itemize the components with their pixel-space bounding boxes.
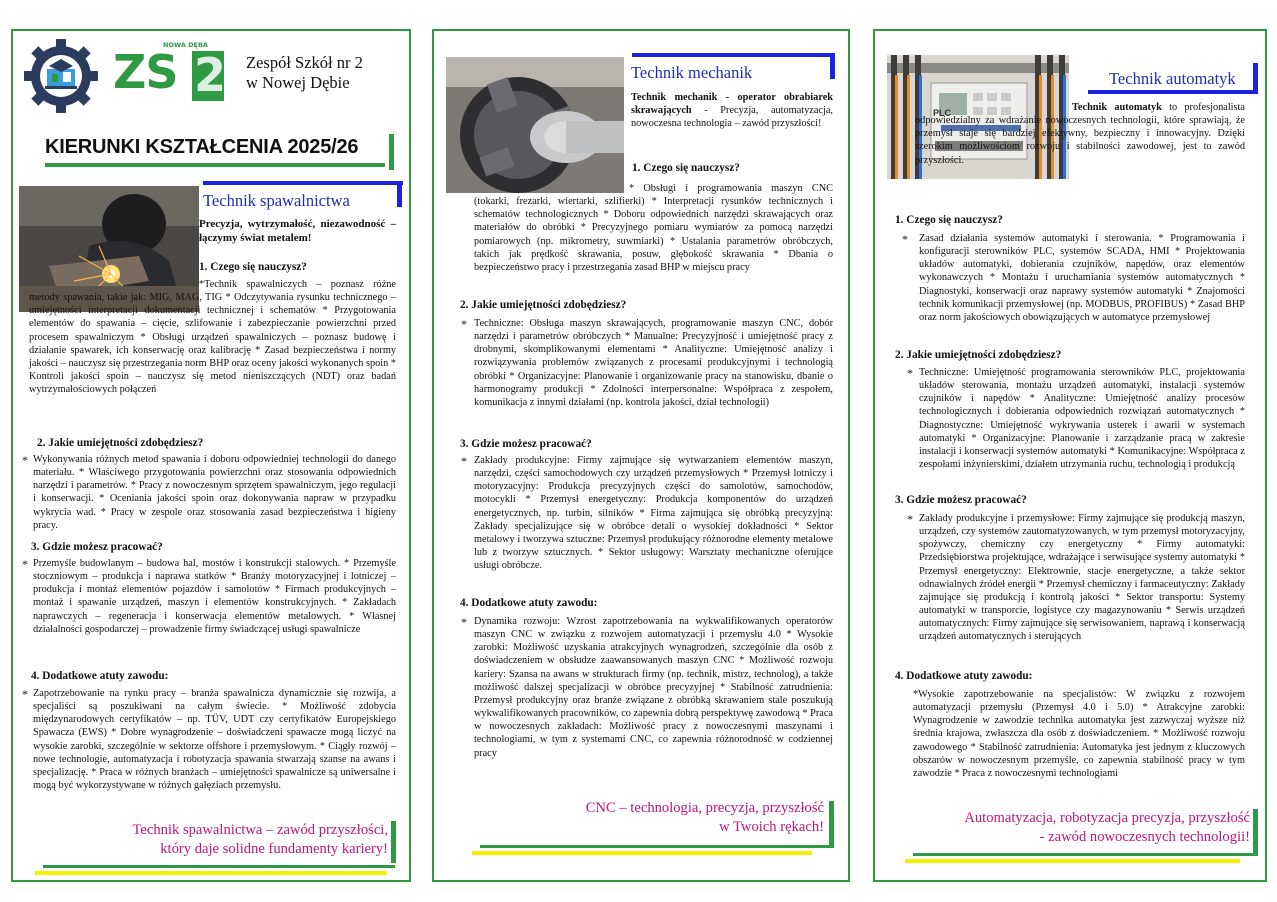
section-heading-4: 4. Dodatkowe atuty zawodu: [31, 670, 169, 682]
title-side-bar [830, 53, 835, 79]
section-heading-2: 2. Jakie umiejętności zdobędziesz? [460, 299, 627, 311]
slogan-green-line [913, 853, 1258, 856]
intro-text: Precyzja, wytrzymałość, niezawodność – łączymy świat metalem! [199, 218, 396, 244]
slogan-side-bar [829, 801, 834, 845]
title-under-bar [1088, 90, 1258, 94]
section-heading-1: 1. Czego się nauczysz? [199, 261, 307, 273]
banner-underline [45, 163, 385, 167]
school-gear-logo-icon [21, 39, 101, 113]
section-1-text: * Obsługi i programowania maszyn CNC (tokarki, frezarki, wiertarki, szlifierki) * Interpretacji rysunków technicznych i schematów technologicznych * Doboru odpowiednich narzędzi skrawających oraz materiałów do obróbki * Precyzyjnego pomiaru wymiarów za pomocą narzędzi pomiarowych (np. mikrometry, suwmiarki) * Ustalania parametrów obróbczych, takich jak prędkość skrawania, posuw, głębokość skrawania * Dbania o bezpieczeństwo pracy i przestrzegania zasad BHP w miejscu pracy [474, 183, 833, 273]
section-3-text: Przemyśle budowlanym – budowa hal, mostów i konstrukcji stalowych. * Przemyśle stoczniowym – produkcja i naprawa statków * Branży motoryzacyjnej i lotniczej – produkcja i montaż elementów pojazdów i samolotów * Firmach produkcyjnych – montaż i spawanie urządzeń, maszyn i elementów konstrukcyjnych. * Zakładach naprawczych – regeneracja i konserwacja elementów metalowych. * Własnej działalności gospodarczej – prowadzenie firmy świadczącej usługi spawalnicze [33, 558, 396, 635]
slogan [494, 799, 824, 837]
slogan-line2: który daje solidne fundamenty kariery! [160, 841, 388, 857]
slogan-side-bar [1253, 809, 1258, 853]
bullet-star: * [907, 512, 913, 526]
slogan-green-line [480, 845, 834, 848]
slogan-line1: Technik spawalnictwa – zawód przyszłości, [132, 822, 388, 838]
section-1-text: Zasad działania systemów automatyki i sterowania. * Programowania i konfiguracji sterowników PLC, systemów SCADA, HMI * Projektowania układów automatyki, dobierania czujników, napędów, oraz elementów wykonawczych * Montażu i uruchamiania systemów automatycznych * Diagnostyki, konserwacji oraz naprawy systemów automatyki * Znajomości technik komunikacji przemysłowej (np. MODBUS, PROFIBUS) * Zasad BHP oraz norm jakościowych obowiązujących w automatyce przemysłowej [919, 233, 1245, 323]
zs2-logo-number: 2 [194, 48, 227, 102]
title-side-bar [1253, 63, 1258, 93]
section-heading-1: 1. Czego się nauczysz? [895, 214, 1003, 226]
slogan [915, 809, 1250, 847]
slogan-side-bar [391, 821, 396, 863]
section-heading-4: 4. Dodatkowe atuty zawodu: [460, 597, 598, 609]
intro-rest: - Precyzja, automatyzacja, nowoczesna technologia – zawód przyszłości! [631, 105, 833, 130]
bullet-star: * [22, 687, 28, 701]
section-title: Technik spawalnictwa [203, 191, 350, 210]
intro-text [631, 91, 833, 130]
slogan-line2: w Twoich rękach! [719, 819, 824, 835]
section-2-text: Techniczne: Obsługa maszyn skrawających, programowanie maszyn CNC, dobór narzędzi i parametrów obróbczych * Manualne: Precyzyjność i umiejętność pracy z drobnymi, skomplikowanymi elementami * Analityczne: Umiejętność analizy i rozwiązywania problemów związanych z procesami produkcyjnymi i technologią obróbki * Organizacyjne: Planowanie i organizowanie pracy na stanowisku, dbanie o harmonogramy produkcji * Zdolności interpersonalne: Współpraca z zespołem, komunikacja z innymi działami (np. kontrola jakości, dział technologii) [474, 318, 833, 408]
intro-rest: to profesjonalista odpowiedzialny za wdrażanie nowoczesnych technologii, które sprawiają, że przemysł staje się bardziej efektywny, bezpieczny i innowacyjny. Dzięki szerokim możliwościom rozwoju i stabilności zawodowej, jest to zawód przyszłości. [915, 102, 1245, 166]
section-heading-3: 3. Gdzie możesz pracować? [31, 541, 163, 553]
panel-technik-automatyk [873, 29, 1267, 882]
section-2-text: Wykonywania różnych metod spawania i doboru odpowiedniej technologii do danego materiału. * Właściwego przygotowania powierzchni oraz stosowania odpowiednich narzędzi i parametrów. * Pracy z nowoczesnym sprzętem spawalniczym, jego regulacji i konserwacji. * Oceniania jakości spoin oraz dokonywania napraw w przypadku wykrycia wad. * Pracy w zespole oraz stosowania zasad bezpieczeństwa i higieny pracy. [33, 454, 396, 531]
section-4-text: Zapotrzebowanie na rynku pracy – branża spawalnicza dynamicznie się rozwija, a specjaliści są poszukiwani na całym świecie. * Możliwość zdobycia międzynarodowych certyfikatów – np. TÜV, UDT czy certyfikatów Europejskiego Spawacza (EWS) * Dobre wynagrodzenie – doświadczeni spawacze mogą liczyć na wysokie zarobki, szczególnie w sektorze offshore i przemysłowym. * Ciągły rozwój – nowe technologie, automatyzacja i robotyzacja spawania stwarzają szanse na awans i specjalizację. * Praca w różnych branżach – umiejętności spawalnicze są uniwersalne i mogą być wykorzystywane w różnych gałęziach przemysłu. [33, 688, 396, 792]
section-3-text: Zakłady produkcyjne i przemysłowe: Firmy zajmujące się produkcją maszyn, urządzeń, czy systemów zautomatyzowanych, w tym przemysł motoryzacyjny, spożywczy, chemiczny czy energetyczny * Firmy automatyki: Przedsiębiorstwa projektujące, wdrażające i serwisujące systemy automatyki * Przemysł energetyczny: Elektrownie, stacje energetyczne, a także sektor odnawialnych źródeł energii * Przemysł chemiczny i farmaceutyczny: Zakłady zajmujące się produkcją i kontrolą jakości * Sektor transportu: Systemy automatyki w transporcie, logistyce czy magazynowaniu * Serwis urządzeń automatycznych: Firmy zajmujące się serwisowaniem, naprawą i konserwacją urządzeń automatycznych i sterujących [919, 513, 1245, 643]
section-title: Technik mechanik [631, 63, 753, 82]
section-heading-1: 1. Czego się nauczysz? [632, 162, 740, 174]
section-3-text: Zakłady produkcyjne: Firmy zajmujące się wytwarzaniem elementów maszyn, narzędzi, części samochodowych czy urządzeń przemysłowych * Przemysł lotniczy i motoryzacyjny: Produkcja precyzyjnych części do samolotów, samochodów, motocykli * Przemysł energetyczny: Produkcja komponentów do urządzeń energetycznych, np. turbin, silników * Firma zajmująca się obróbką precyzyjną: Zakłady specjalizujące się w obróbce detali o wysokiej dokładności * Sektor metalowy i tworzywa sztuczne: Przemysł produkujący różnorodne elementy metalowe lub z tworzyw sztucznych. * Sektor usługowy: Warsztaty mechaniczne oferujące usługi obróbcze. [474, 455, 833, 572]
banner-side-bar [389, 134, 394, 170]
slogan-line2: - zawód nowoczesnych technologii! [1039, 829, 1250, 845]
school-name-line2: w Nowej Dębie [246, 73, 350, 92]
plc-label: PLC [933, 108, 951, 118]
intro-bold: Technik automatyk [1072, 102, 1162, 113]
bullet-star: * [22, 557, 28, 571]
slogan [53, 821, 388, 859]
panel-technik-spawalnictwa [11, 29, 411, 882]
title-top-bar [632, 53, 834, 57]
title-side-bar [397, 181, 402, 207]
slogan-yellow-line [35, 871, 387, 875]
zs2-logo-letters: ZS [113, 45, 178, 99]
section-heading-3: 3. Gdzie możesz pracować? [895, 494, 1027, 506]
zs2-logo-small: NOWA DĘBA [163, 41, 208, 49]
bullet-star: * [22, 453, 28, 467]
slogan-line1: CNC – technologia, precyzja, przyszłość [585, 800, 824, 816]
section-heading-4: 4. Dodatkowe atuty zawodu: [895, 670, 1033, 682]
bullet-star: * [907, 366, 913, 380]
section-4-text: Dynamika rozwoju: Wzrost zapotrzebowania na wykwalifikowanych operatorów maszyn CNC w związku z rozwojem automatyzacji i przemysłu 4.0 * Wysokie zarobki: Możliwość uzyskania atrakcyjnych wynagrodzeń, szczególnie dla osób z doświadczeniem w obsłudze zaawansowanych maszyn CNC * Możliwość rozwoju kariery: Szansa na awans w strukturach firmy (np. technik, mistrz, technolog), a także możliwość dalszej specjalizacji w obróbce precyzyjnej * Stabilność zatrudnienia: Przemysł produkcyjny oraz branże związane z obróbką skrawaniem stale poszukują wykwalifikowanych pracowników, co zapewnia dobrą perspektywę zawodową * Praca w nowoczesnych zakładach: Możliwość pracy z nowoczesnymi maszynami i technologiami, w tym z systemami CNC, co zapewnia różnorodność w codziennej pracy [474, 616, 833, 759]
slogan-yellow-line [905, 859, 1240, 863]
slogan-line1: Automatyzacja, robotyzacja precyzja, przyszłość [964, 810, 1250, 826]
bullet-star: * [461, 615, 467, 629]
bullet-star: * [461, 454, 467, 468]
section-heading-2: 2. Jakie umiejętności zdobędziesz? [895, 349, 1062, 361]
banner-title: KIERUNKI KSZTAŁCENIA 2025/26 [45, 136, 359, 158]
section-4-text: *Wysokie zapotrzebowanie na specjalistów: W związku z rozwojem automatyzacji przemysłu (Przemysł 4.0 i 5.0) * Atrakcyjne zarobki: Wynagrodzenie w zawodzie technika automatyka jest zazwyczaj wyższe niż średnia krajowa, zwłaszcza dla osób z doświadczeniem. * Możliwość rozwoju zawodowego * Stabilność zatrudnienia: Automatyka jest jednym z kluczowych obszarów w nowoczesnym przemyśle, co zapewnia stabilność pracy w tym zawodzie * Praca z nowoczesnymi technologiami [913, 689, 1245, 779]
section-1-text: *Technik spawalniczych – poznasz różne metody spawania, takie jak: MIG, MAG, TIG * Odczytywania rysunku technicznego – umiejętności interpretacji dokumentacji technicznej i schematów * Przygotowania elementów do spawania – cięcie, szlifowanie i zabezpieczanie powierzchni przed procesem spawalniczym * Obsługi urządzeń spawalniczych – poznasz budowę i działanie spawarek, ich konserwację oraz kalibrację * Zasad bezpieczeństwa i normy jakości – nauczysz się przestrzegania norm BHP oraz oceny jakości wykonanych spoin * Kontroli jakości spoin – nauczysz się metod nieniszczących (NDT) oraz badań wytrzymałościowych połączeń [29, 279, 396, 396]
bullet-star: * [902, 232, 908, 246]
panel-technik-mechanik [432, 29, 850, 882]
slogan-green-line [43, 865, 395, 868]
section-heading-3: 3. Gdzie możesz pracować? [460, 438, 592, 450]
section-2-text: Techniczne: Umiejętność programowania sterowników PLC, projektowania układów sterowania, montażu urządzeń automatyki, instalacji systemów czujników i napędów * Analityczne: Umiejętność analizy procesów technologicznych i dobierania odpowiednich rozwiązań automatycznych * Diagnostyczne: Umiejętność wykrywania usterek i awarii w systemach automatyki * Organizacyjne: Planowanie i zarządzanie pracą w zakresie instalacji i konserwacji systemów automatyki * Komunikacyjne: Współpraca z zespołami inżynierskimi, działem utrzymania ruchu, technologią i produkcją [919, 367, 1245, 471]
school-name-line1: Zespół Szkół nr 2 [246, 53, 363, 72]
zs2-logo [113, 41, 233, 111]
section-heading-2: 2. Jakie umiejętności zdobędziesz? [37, 437, 204, 449]
title-top-bar [203, 181, 403, 185]
lathe-chuck-photo [446, 57, 624, 193]
intro-bold: Technik mechanik - operator obrabiarek skrawających [631, 92, 833, 117]
school-name [246, 53, 363, 93]
intro-text [915, 101, 1245, 167]
slogan-yellow-line [472, 851, 812, 855]
section-title: Technik automatyk [1109, 69, 1236, 88]
bullet-star: * [461, 317, 467, 331]
